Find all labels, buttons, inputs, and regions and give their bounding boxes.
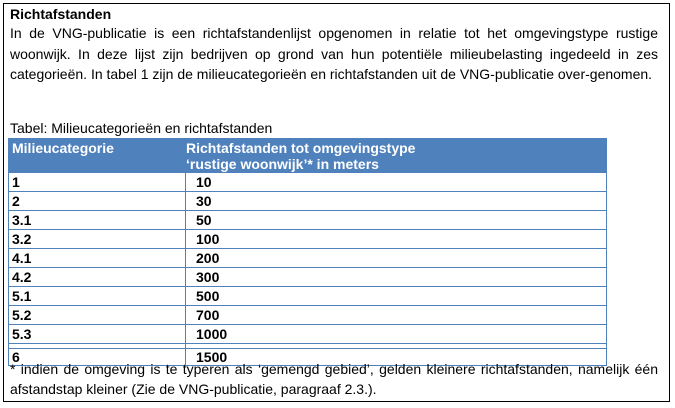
row-category: 6	[9, 349, 186, 366]
row-category: 3.1	[9, 211, 186, 230]
section-heading: Richtafstanden	[10, 6, 112, 22]
row-distance: 1000	[186, 325, 607, 344]
row-category: 1	[9, 173, 186, 192]
header-distance-line2: ‘rustige woonwijk’* in meters	[186, 156, 379, 172]
table-row	[9, 325, 607, 344]
row-distance: 500	[186, 287, 607, 306]
table-row	[9, 306, 607, 325]
intro-paragraph: In de VNG-publicatie is een richtafstandenlijst opgenomen in relatie tot het omgevingstype rustige woonwijk. In deze lijst zijn bedrijven op grond van hun potentiële milieubelasting ingedeeld in zes categorieën. In tabel 1 zijn de milieucategorieën en richtafstanden uit de VNG-publicatie over-genomen.	[10, 25, 658, 82]
table-row	[9, 287, 607, 306]
row-distance: 700	[186, 306, 607, 325]
table-row	[9, 192, 607, 211]
table-caption: Tabel: Milieucategorieën en richtafstanden	[10, 120, 273, 136]
row-distance: 300	[186, 268, 607, 287]
distance-table	[8, 138, 607, 366]
row-category: 4.2	[9, 268, 186, 287]
header-category: Milieucategorie	[9, 139, 186, 173]
table-header-row	[9, 139, 607, 173]
row-distance: 1500	[186, 349, 607, 366]
row-distance: 50	[186, 211, 607, 230]
row-distance: 200	[186, 249, 607, 268]
row-distance: 10	[186, 173, 607, 192]
row-category: 5.1	[9, 287, 186, 306]
header-distance	[186, 139, 607, 173]
row-category: 5.3	[9, 325, 186, 344]
row-category: 5.2	[9, 306, 186, 325]
table-row	[9, 230, 607, 249]
table-row	[9, 173, 607, 192]
table-row	[9, 211, 607, 230]
footnote: * indien de omgeving is te typeren als ‘gemengd gebied’, gelden kleinere richtafstanden, namelijk één afstandstap kleiner (Zie de VNG-publicatie, paragraaf 2.3.).	[10, 361, 658, 397]
table-row	[9, 268, 607, 287]
row-category: 2	[9, 192, 186, 211]
row-category: 4.1	[9, 249, 186, 268]
row-distance: 100	[186, 230, 607, 249]
row-category: 3.2	[9, 230, 186, 249]
table-row	[9, 249, 607, 268]
row-distance: 30	[186, 192, 607, 211]
header-distance-line1: Richtafstanden tot omgevingstype	[186, 140, 416, 156]
